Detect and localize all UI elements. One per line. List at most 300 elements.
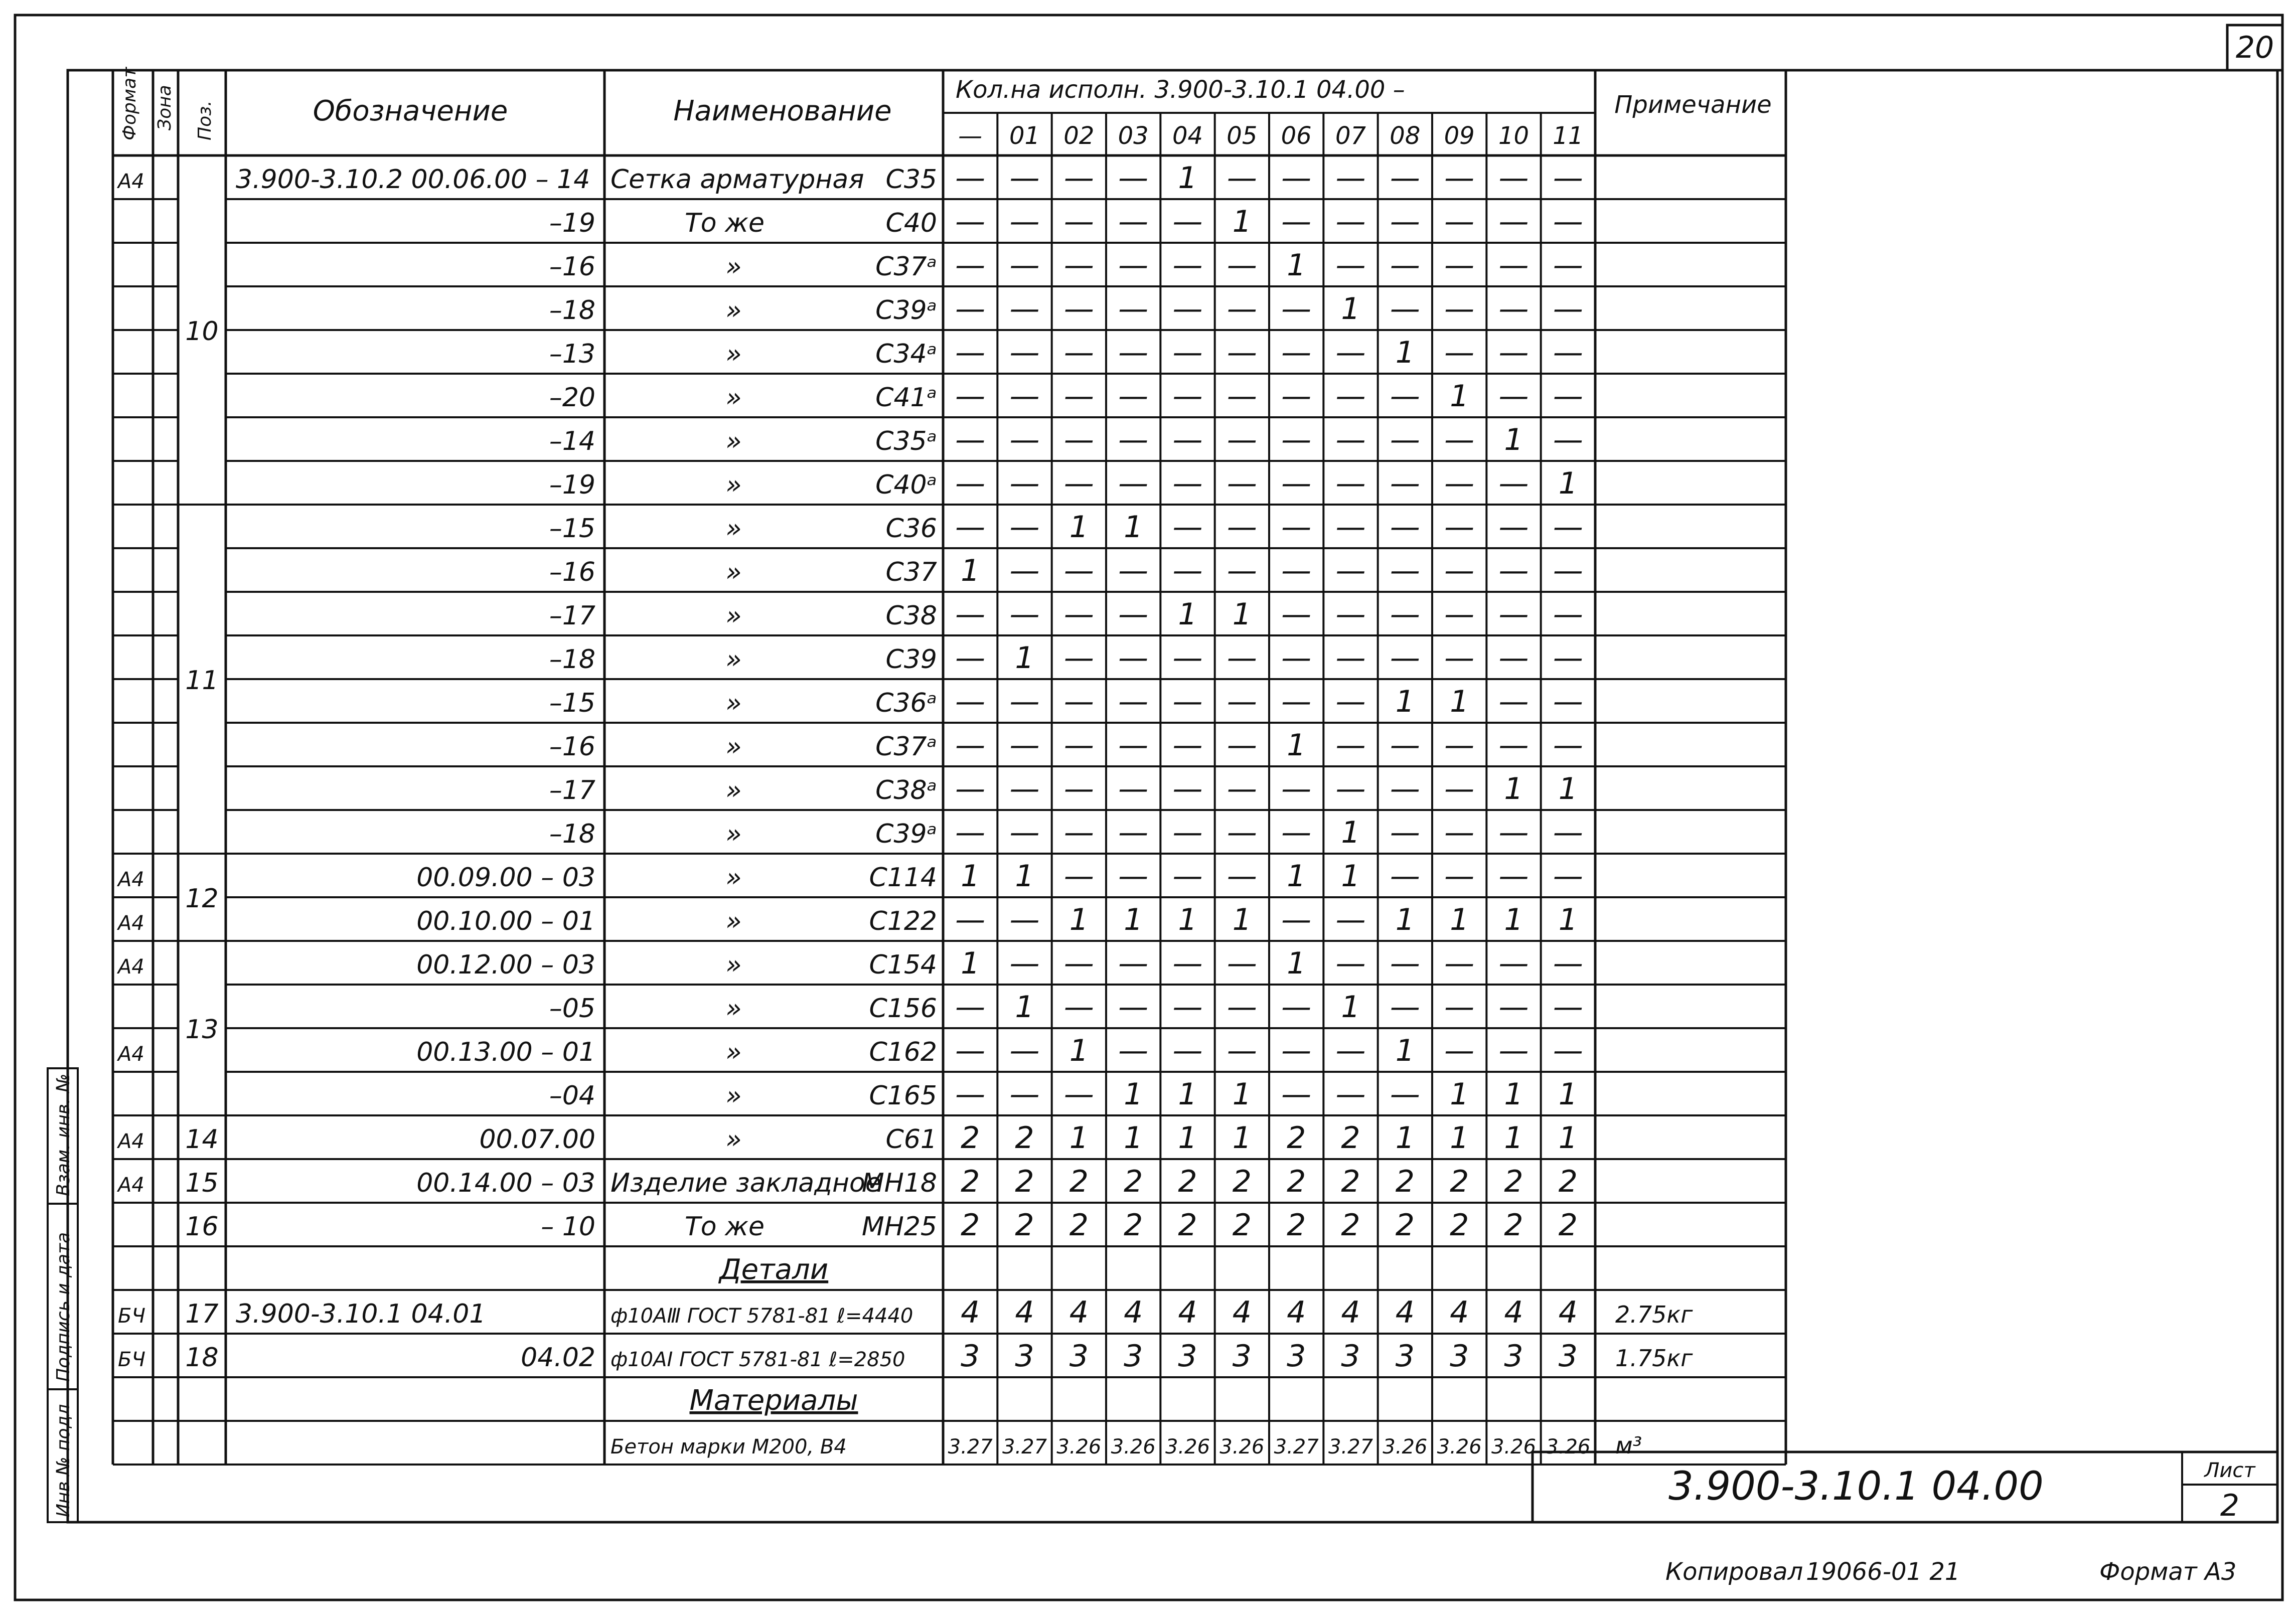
- cell-quantity: 2: [1341, 1208, 1360, 1243]
- cell-quantity: —: [1553, 160, 1583, 196]
- table-row: [549, 771, 1578, 806]
- cell-quantity: —: [1553, 553, 1583, 588]
- cell-name: »: [725, 252, 742, 282]
- cell-quantity: 3.26: [1546, 1435, 1591, 1458]
- cell-mark: С36: [885, 514, 937, 544]
- cell-quantity: —: [1172, 335, 1203, 370]
- cell-quantity: —: [1335, 728, 1366, 763]
- table-row: [549, 466, 1578, 501]
- cell-quantity: 1: [1395, 335, 1415, 370]
- cell-quantity: —: [1172, 859, 1203, 894]
- cell-quantity: 3: [961, 1339, 980, 1374]
- cell-quantity: —: [1227, 728, 1257, 763]
- cell-quantity: —: [1118, 859, 1149, 894]
- cell-mark: С36ᵃ: [875, 688, 937, 718]
- cell-quantity: —: [1172, 379, 1203, 414]
- side-stamp-replace: Взам. инв. №: [53, 1073, 74, 1196]
- cell-name: »: [725, 732, 742, 762]
- cell-quantity: —: [955, 684, 986, 719]
- cell-quantity: —: [1118, 553, 1149, 588]
- copied-value: 19066-01 21: [1806, 1558, 1960, 1586]
- cell-mark: С114: [869, 863, 937, 893]
- cell-designation: –18: [549, 819, 595, 849]
- cell-quantity: 2: [1395, 1164, 1415, 1199]
- cell-quantity: —: [955, 160, 986, 196]
- cell-quantity: —: [1553, 728, 1583, 763]
- cell-quantity: —: [1009, 160, 1040, 196]
- position-group-label: 11: [185, 666, 219, 696]
- cell-name: »: [725, 950, 742, 980]
- cell-name: »: [725, 470, 742, 500]
- cell-mark: С38ᵃ: [875, 775, 937, 805]
- variant-header: 02: [1063, 122, 1095, 150]
- position-group-label: 10: [185, 316, 219, 347]
- cell-quantity: —: [1335, 160, 1366, 196]
- cell-quantity: —: [1444, 466, 1475, 501]
- cell-quantity: 1: [1069, 510, 1089, 545]
- cell-quantity: 1: [1178, 902, 1197, 937]
- cell-quantity: 2: [1450, 1208, 1469, 1243]
- cell-quantity: —: [1390, 1077, 1420, 1112]
- cell-quantity: —: [1118, 291, 1149, 327]
- cell-quantity: —: [1227, 1033, 1257, 1068]
- cell-quantity: 1: [1287, 946, 1306, 981]
- cell-quantity: 4: [1178, 1295, 1197, 1330]
- cell-quantity: —: [1390, 946, 1420, 981]
- table-row: [690, 1384, 858, 1417]
- cell-name: »: [725, 601, 742, 631]
- cell-quantity: —: [1498, 728, 1529, 763]
- cell-quantity: —: [955, 204, 986, 239]
- cell-quantity: —: [1553, 990, 1583, 1025]
- cell-designation: –17: [549, 775, 595, 805]
- cell-quantity: —: [1227, 291, 1257, 327]
- cell-quantity: —: [1063, 771, 1094, 806]
- cell-quantity: 2: [1232, 1208, 1252, 1243]
- cell-quantity: —: [1281, 422, 1312, 457]
- cell-quantity: —: [1390, 728, 1420, 763]
- cell-name: Бетон марки М200, В4: [610, 1435, 847, 1458]
- cell-quantity: 2: [1069, 1208, 1089, 1243]
- cell-quantity: —: [1553, 815, 1583, 850]
- cell-quantity: —: [1009, 1033, 1040, 1068]
- cell-format: А4: [118, 170, 144, 193]
- header-qty-title: Кол.на исполн. 3.900-3.10.1 04.00 –: [956, 76, 1405, 104]
- cell-quantity: 1: [1069, 1033, 1089, 1068]
- cell-quantity: —: [1172, 1033, 1203, 1068]
- cell-designation: – 10: [541, 1212, 595, 1242]
- cell-designation: –17: [549, 601, 595, 631]
- cell-quantity: —: [1009, 553, 1040, 588]
- cell-quantity: —: [1009, 1077, 1040, 1112]
- cell-quantity: 2: [1124, 1164, 1143, 1199]
- cell-designation: –18: [549, 295, 595, 326]
- cell-name: »: [725, 383, 742, 413]
- cell-quantity: 2: [1287, 1120, 1306, 1156]
- cell-quantity: —: [1063, 291, 1094, 327]
- cell-designation: –15: [549, 514, 595, 544]
- cell-quantity: —: [1172, 771, 1203, 806]
- cell-quantity: —: [1009, 902, 1040, 937]
- cell-quantity: —: [1172, 815, 1203, 850]
- cell-designation: 04.02: [521, 1343, 595, 1373]
- cell-quantity: 3: [1450, 1339, 1469, 1374]
- table-grid: [113, 70, 1786, 1465]
- cell-quantity: —: [1063, 684, 1094, 719]
- cell-name: »: [725, 339, 742, 369]
- cell-quantity: —: [1009, 248, 1040, 283]
- cell-quantity: 4: [1124, 1295, 1143, 1330]
- cell-mark: С165: [869, 1081, 937, 1111]
- cell-name: »: [725, 557, 742, 587]
- cell-designation: 3.900-3.10.1 04.01: [236, 1299, 486, 1329]
- cell-quantity: —: [1498, 204, 1529, 239]
- cell-quantity: —: [1553, 946, 1583, 981]
- cell-designation: –05: [549, 994, 595, 1024]
- cell-quantity: 1: [1558, 771, 1578, 806]
- cell-quantity: 3.26: [1111, 1435, 1156, 1458]
- title-block: [1533, 1452, 2277, 1523]
- cell-mark: С39ᵃ: [875, 819, 937, 849]
- cell-quantity: —: [1444, 204, 1475, 239]
- table-row: [718, 1253, 828, 1286]
- cell-quantity: —: [1498, 946, 1529, 981]
- cell-format: БЧ: [118, 1305, 145, 1328]
- cell-quantity: —: [1172, 553, 1203, 588]
- cell-quantity: 1: [1450, 902, 1469, 937]
- cell-quantity: —: [1498, 291, 1529, 327]
- cell-quantity: —: [955, 291, 986, 327]
- cell-designation: –19: [549, 470, 595, 500]
- cell-name: »: [725, 1081, 742, 1111]
- cell-quantity: 3: [1395, 1339, 1415, 1374]
- cell-quantity: —: [1227, 771, 1257, 806]
- cell-quantity: —: [1063, 1077, 1094, 1112]
- cell-quantity: —: [1281, 553, 1312, 588]
- cell-quantity: —: [1335, 335, 1366, 370]
- cell-quantity: 3: [1341, 1339, 1360, 1374]
- cell-name: То же: [685, 208, 764, 238]
- cell-quantity: 4: [1395, 1295, 1415, 1330]
- variant-header: —: [958, 122, 983, 150]
- cell-name: Сетка арматурная: [610, 165, 864, 195]
- cell-quantity: 1: [1232, 597, 1252, 632]
- cell-quantity: —: [955, 466, 986, 501]
- cell-name: ф10АⅢ ГОСТ 5781-81 ℓ=4440: [610, 1305, 913, 1328]
- cell-designation: –14: [549, 426, 595, 456]
- cell-quantity: 4: [1341, 1295, 1360, 1330]
- cell-quantity: —: [1553, 859, 1583, 894]
- cell-quantity: —: [1335, 684, 1366, 719]
- cell-designation: –20: [549, 383, 595, 413]
- cell-quantity: 1: [1124, 510, 1143, 545]
- table-row: [549, 335, 1583, 370]
- cell-quantity: —: [1553, 291, 1583, 327]
- cell-name: ф10АⅠ ГОСТ 5781-81 ℓ=2850: [610, 1348, 905, 1371]
- cell-quantity: 1: [1395, 1120, 1415, 1156]
- cell-quantity: 2: [1287, 1208, 1306, 1243]
- cell-quantity: —: [1390, 859, 1420, 894]
- cell-quantity: —: [1281, 160, 1312, 196]
- cell-designation: 00.10.00 – 01: [416, 906, 595, 936]
- cell-quantity: —: [1553, 335, 1583, 370]
- cell-note: м³: [1615, 1432, 1642, 1459]
- cell-quantity: —: [1390, 379, 1420, 414]
- cell-quantity: 2: [1232, 1164, 1252, 1199]
- format-label: Формат А3: [2099, 1558, 2237, 1586]
- table-row: [549, 1077, 1578, 1112]
- cell-quantity: —: [1498, 859, 1529, 894]
- cell-quantity: —: [1498, 248, 1529, 283]
- cell-quantity: 2: [1069, 1164, 1089, 1199]
- cell-quantity: —: [1444, 335, 1475, 370]
- cell-quantity: 3: [1287, 1339, 1306, 1374]
- cell-quantity: —: [1281, 771, 1312, 806]
- cell-quantity: 1: [1015, 640, 1034, 676]
- cell-quantity: 3.27: [948, 1435, 993, 1458]
- cell-quantity: 1: [1504, 1077, 1523, 1112]
- variant-header: 01: [1009, 122, 1040, 150]
- cell-quantity: 1: [1178, 1120, 1197, 1156]
- cell-mark: С38: [885, 601, 937, 631]
- sheet-number: 2: [2220, 1488, 2240, 1523]
- cell-quantity: —: [1335, 379, 1366, 414]
- cell-mark: С156: [869, 994, 937, 1024]
- page-number: 20: [2235, 30, 2274, 65]
- cell-quantity: 3: [1069, 1339, 1089, 1374]
- cell-quantity: 1: [1450, 1077, 1469, 1112]
- cell-quantity: —: [955, 335, 986, 370]
- cell-format: БЧ: [118, 1348, 145, 1371]
- section-title: Материалы: [689, 1384, 858, 1417]
- cell-designation: 00.13.00 – 01: [416, 1037, 595, 1067]
- cell-quantity: —: [1335, 597, 1366, 632]
- cell-quantity: —: [1227, 684, 1257, 719]
- cell-quantity: —: [1172, 204, 1203, 239]
- cell-quantity: —: [1063, 990, 1094, 1025]
- cell-quantity: 1: [1015, 990, 1034, 1025]
- cell-position: 16: [185, 1212, 219, 1242]
- cell-quantity: —: [1390, 640, 1420, 676]
- cell-quantity: —: [1009, 335, 1040, 370]
- cell-name: »: [725, 775, 742, 805]
- cell-quantity: 4: [1450, 1295, 1469, 1330]
- cell-quantity: —: [1118, 771, 1149, 806]
- cell-mark: С41ᵃ: [875, 383, 937, 413]
- cell-quantity: 1: [1178, 1077, 1197, 1112]
- cell-quantity: —: [1553, 379, 1583, 414]
- cell-quantity: —: [1498, 466, 1529, 501]
- cell-quantity: 1: [1015, 859, 1034, 894]
- cell-quantity: —: [955, 728, 986, 763]
- cell-quantity: —: [1281, 335, 1312, 370]
- cell-quantity: —: [1227, 160, 1257, 196]
- cell-quantity: —: [1172, 291, 1203, 327]
- cell-quantity: —: [1063, 815, 1094, 850]
- cell-quantity: 3: [1504, 1339, 1523, 1374]
- cell-quantity: —: [1227, 248, 1257, 283]
- cell-quantity: —: [1444, 1033, 1475, 1068]
- cell-mark: С35ᵃ: [875, 426, 937, 456]
- cell-quantity: 4: [1558, 1295, 1578, 1330]
- position-group-label: 12: [185, 884, 219, 914]
- cell-quantity: 1: [1069, 1120, 1089, 1156]
- table-row: [549, 815, 1583, 850]
- cell-quantity: 2: [1287, 1164, 1306, 1199]
- cell-quantity: 1: [1504, 902, 1523, 937]
- cell-quantity: —: [1498, 597, 1529, 632]
- cell-quantity: —: [1227, 640, 1257, 676]
- cell-quantity: 2: [1504, 1164, 1523, 1199]
- cell-quantity: —: [1390, 510, 1420, 545]
- cell-quantity: —: [1390, 422, 1420, 457]
- cell-quantity: —: [1227, 990, 1257, 1025]
- cell-quantity: —: [1390, 990, 1420, 1025]
- cell-quantity: 3.26: [1219, 1435, 1265, 1458]
- table-row: [549, 248, 1583, 283]
- cell-quantity: —: [1227, 859, 1257, 894]
- cell-quantity: 4: [1504, 1295, 1523, 1330]
- cell-name: »: [725, 1124, 742, 1155]
- cell-quantity: 3: [1558, 1339, 1578, 1374]
- cell-quantity: —: [955, 990, 986, 1025]
- cell-quantity: —: [1281, 902, 1312, 937]
- cell-quantity: —: [955, 248, 986, 283]
- cell-quantity: —: [1444, 728, 1475, 763]
- cell-quantity: 1: [1287, 728, 1306, 763]
- cell-quantity: —: [1227, 335, 1257, 370]
- table-row: [116, 1164, 1578, 1199]
- table-row: [549, 379, 1583, 414]
- cell-quantity: —: [1444, 815, 1475, 850]
- sheet-label: Лист: [2204, 1459, 2255, 1482]
- cell-quantity: 1: [1232, 902, 1252, 937]
- cell-quantity: —: [1009, 379, 1040, 414]
- cell-quantity: —: [1444, 422, 1475, 457]
- cell-quantity: 2: [961, 1120, 980, 1156]
- cell-quantity: —: [1390, 597, 1420, 632]
- cell-name: »: [725, 644, 742, 675]
- cell-quantity: —: [1390, 248, 1420, 283]
- cell-quantity: —: [1444, 859, 1475, 894]
- cell-quantity: —: [1172, 466, 1203, 501]
- cell-quantity: —: [1172, 684, 1203, 719]
- cell-quantity: —: [1390, 291, 1420, 327]
- cell-name: »: [725, 426, 742, 456]
- table-row: [118, 1295, 1693, 1330]
- table-row: [118, 1339, 1693, 1374]
- cell-quantity: —: [1118, 248, 1149, 283]
- cell-quantity: 2: [961, 1208, 980, 1243]
- cell-quantity: —: [955, 1077, 986, 1112]
- cell-quantity: 1: [1558, 1120, 1578, 1156]
- cell-quantity: —: [955, 422, 986, 457]
- cell-mark: С35: [885, 165, 937, 195]
- table-row: [116, 160, 1583, 196]
- cell-designation: –15: [549, 688, 595, 718]
- cell-name: »: [725, 688, 742, 718]
- variant-header: 09: [1444, 122, 1475, 150]
- cell-quantity: 4: [1287, 1295, 1306, 1330]
- cell-quantity: —: [1498, 640, 1529, 676]
- cell-quantity: 1: [1124, 1077, 1143, 1112]
- cell-quantity: 1: [1178, 160, 1197, 196]
- table-row: [549, 291, 1583, 327]
- cell-designation: –16: [549, 557, 595, 587]
- cell-mark: МН18: [861, 1168, 937, 1198]
- cell-name: »: [725, 819, 742, 849]
- table-row: [549, 422, 1583, 457]
- cell-quantity: —: [1227, 553, 1257, 588]
- cell-designation: 00.09.00 – 03: [416, 863, 595, 893]
- cell-mark: С39: [885, 644, 937, 675]
- table-row: [185, 1208, 1578, 1243]
- cell-designation: –16: [549, 732, 595, 762]
- cell-quantity: 1: [1232, 1120, 1252, 1156]
- cell-quantity: —: [1498, 684, 1529, 719]
- cell-mark: С162: [869, 1037, 937, 1067]
- cell-quantity: —: [1281, 1077, 1312, 1112]
- cell-quantity: —: [1063, 640, 1094, 676]
- cell-quantity: —: [1498, 553, 1529, 588]
- cell-quantity: —: [1009, 422, 1040, 457]
- cell-quantity: —: [1390, 160, 1420, 196]
- cell-quantity: —: [1498, 379, 1529, 414]
- cell-quantity: —: [1444, 510, 1475, 545]
- cell-quantity: —: [1063, 335, 1094, 370]
- table-row: [549, 684, 1583, 719]
- header-format: Формат: [119, 67, 140, 140]
- cell-quantity: 1: [1232, 204, 1252, 239]
- cell-quantity: 2: [1558, 1208, 1578, 1243]
- cell-quantity: —: [1227, 815, 1257, 850]
- cell-quantity: —: [955, 597, 986, 632]
- position-groups: [185, 316, 218, 1045]
- cell-name: То же: [685, 1212, 764, 1242]
- cell-position: 14: [185, 1124, 219, 1155]
- cell-quantity: —: [1172, 946, 1203, 981]
- cell-quantity: —: [1498, 160, 1529, 196]
- cell-quantity: 2: [1558, 1164, 1578, 1199]
- cell-quantity: 3.26: [1165, 1435, 1210, 1458]
- cell-quantity: —: [1118, 815, 1149, 850]
- cell-quantity: —: [1009, 204, 1040, 239]
- cell-quantity: —: [1172, 510, 1203, 545]
- cell-quantity: —: [1063, 466, 1094, 501]
- cell-quantity: —: [1444, 553, 1475, 588]
- cell-quantity: —: [1009, 728, 1040, 763]
- cell-quantity: 3: [1232, 1339, 1252, 1374]
- cell-name: »: [725, 514, 742, 544]
- cell-quantity: —: [1335, 1033, 1366, 1068]
- cell-quantity: —: [1009, 597, 1040, 632]
- variant-header: 11: [1553, 122, 1584, 150]
- cell-quantity: 2: [1504, 1208, 1523, 1243]
- cell-mark: С37ᵃ: [875, 732, 937, 762]
- sheet-border: [15, 15, 2282, 1600]
- table-row: [116, 902, 1578, 937]
- cell-quantity: 3.26: [1437, 1435, 1482, 1458]
- cell-quantity: 2: [1015, 1120, 1034, 1156]
- header-pos: Поз.: [195, 100, 215, 140]
- cell-quantity: —: [1444, 160, 1475, 196]
- cell-quantity: 1: [1504, 422, 1523, 457]
- cell-format: А4: [118, 1130, 144, 1153]
- cell-quantity: —: [1063, 160, 1094, 196]
- cell-quantity: 2: [1395, 1208, 1415, 1243]
- cell-quantity: 2: [961, 1164, 980, 1199]
- cell-designation: –04: [549, 1081, 595, 1111]
